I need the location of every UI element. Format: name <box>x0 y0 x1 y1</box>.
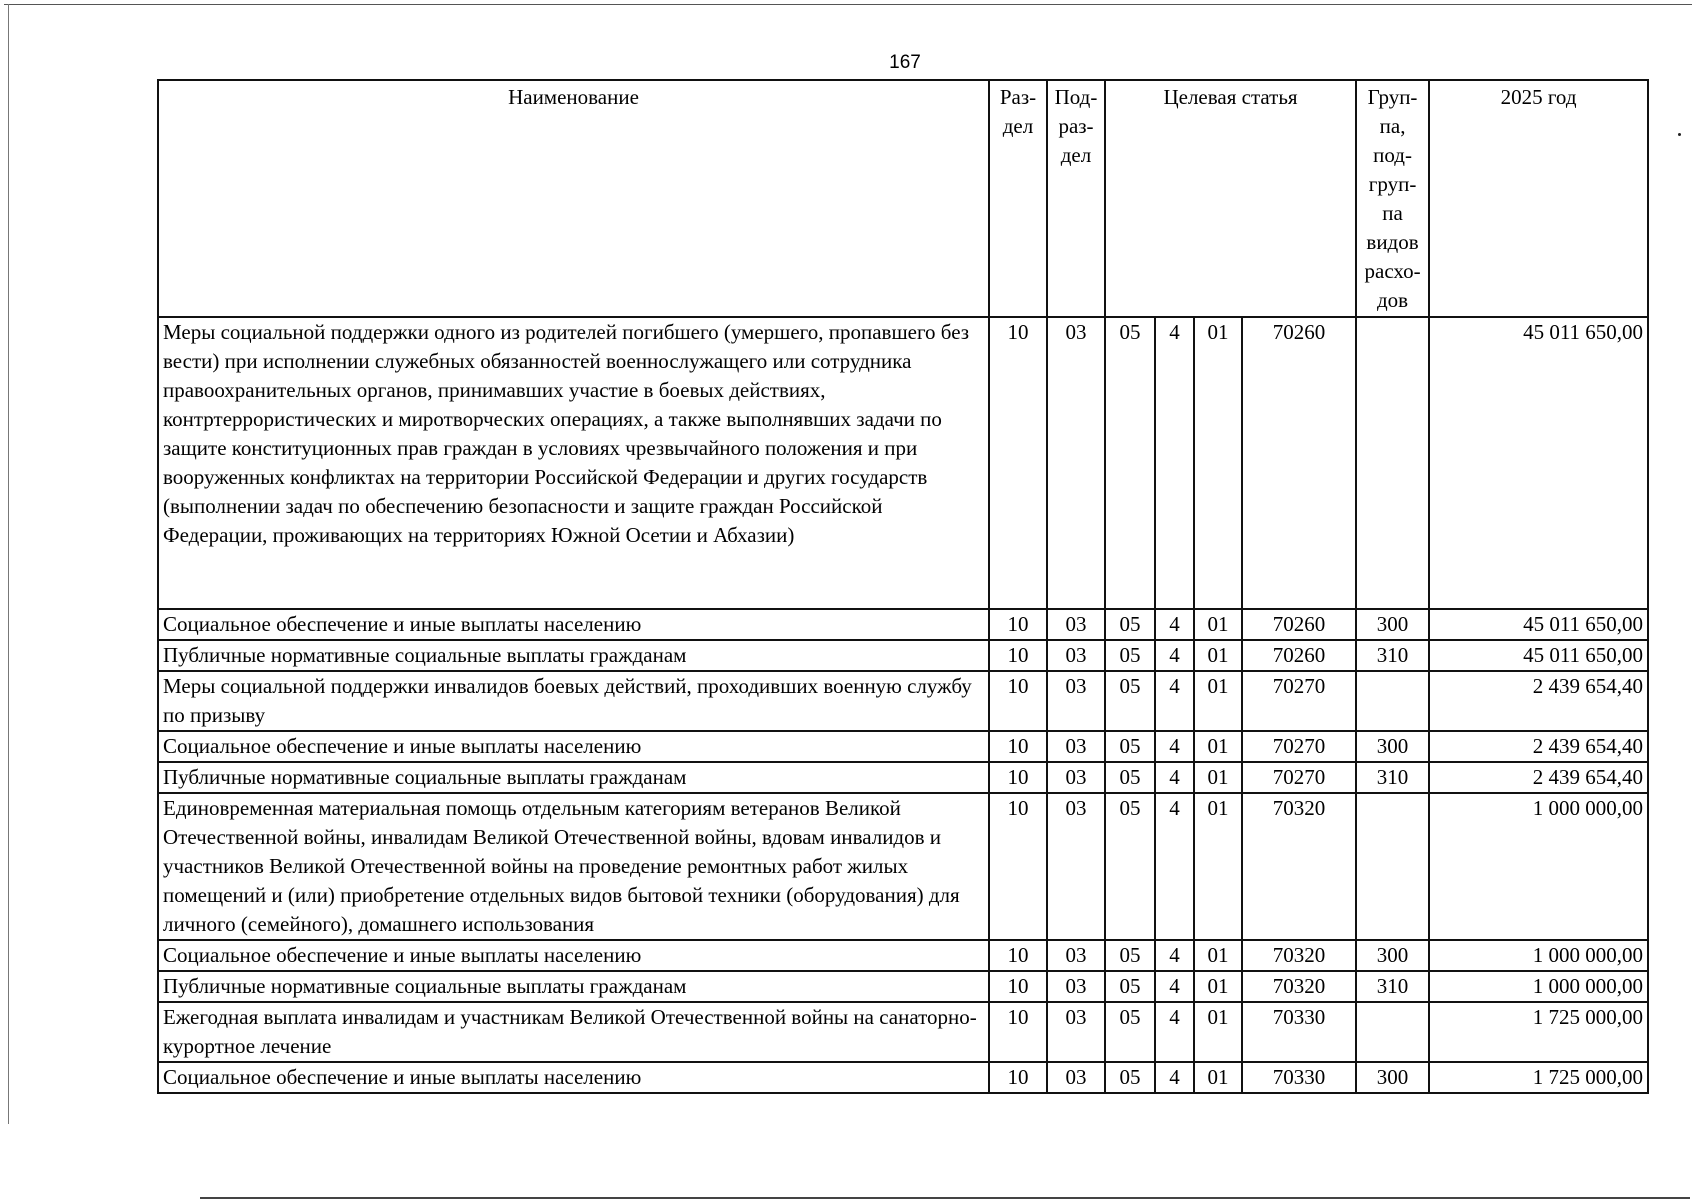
budget-table <box>157 79 1649 1094</box>
row-razdel: 10 <box>989 640 1047 671</box>
row-name: Социальное обеспечение и иные выплаты населению <box>158 731 989 762</box>
scan-border-top <box>4 4 1692 5</box>
row-podrazdel: 03 <box>1047 1062 1105 1093</box>
row-razdel: 10 <box>989 1002 1047 1062</box>
row-podrazdel: 03 <box>1047 1002 1105 1062</box>
row-target-program: 05 <box>1105 317 1155 609</box>
row-podrazdel: 03 <box>1047 731 1105 762</box>
scan-border-left <box>8 4 9 1124</box>
column-header-podrazdel: Под- раз- дел <box>1047 80 1105 317</box>
scan-border-bottom <box>200 1197 1690 1199</box>
row-target-direction: 70330 <box>1242 1062 1356 1093</box>
row-name: Меры социальной поддержки инвалидов боевых действий, проходивших военную службу по призыву <box>158 671 989 731</box>
row-name: Публичные нормативные социальные выплаты гражданам <box>158 640 989 671</box>
row-podrazdel: 03 <box>1047 971 1105 1002</box>
row-target-subprogram: 01 <box>1194 1062 1242 1093</box>
row-target-direction: 70320 <box>1242 940 1356 971</box>
row-group: 310 <box>1356 971 1429 1002</box>
row-amount: 1 000 000,00 <box>1429 940 1648 971</box>
row-target-type: 4 <box>1155 940 1194 971</box>
row-target-type: 4 <box>1155 793 1194 940</box>
row-target-direction: 70270 <box>1242 762 1356 793</box>
row-target-program: 05 <box>1105 793 1155 940</box>
row-amount: 2 439 654,40 <box>1429 731 1648 762</box>
row-target-program: 05 <box>1105 971 1155 1002</box>
row-amount: 45 011 650,00 <box>1429 317 1648 609</box>
row-name: Публичные нормативные социальные выплаты гражданам <box>158 762 989 793</box>
row-target-type: 4 <box>1155 971 1194 1002</box>
table-row <box>158 1062 1648 1093</box>
row-target-type: 4 <box>1155 671 1194 731</box>
table-row <box>158 609 1648 640</box>
row-target-program: 05 <box>1105 1062 1155 1093</box>
page-number: 167 <box>889 52 921 73</box>
row-razdel: 10 <box>989 793 1047 940</box>
row-razdel: 10 <box>989 671 1047 731</box>
table-row <box>158 317 1648 609</box>
row-target-subprogram: 01 <box>1194 671 1242 731</box>
row-razdel: 10 <box>989 609 1047 640</box>
row-target-program: 05 <box>1105 1002 1155 1062</box>
row-amount: 2 439 654,40 <box>1429 762 1648 793</box>
row-target-subprogram: 01 <box>1194 317 1242 609</box>
row-name: Социальное обеспечение и иные выплаты населению <box>158 609 989 640</box>
row-razdel: 10 <box>989 762 1047 793</box>
row-group <box>1356 671 1429 731</box>
row-name: Публичные нормативные социальные выплаты гражданам <box>158 971 989 1002</box>
table-header-row <box>158 80 1648 317</box>
row-name: Социальное обеспечение и иные выплаты населению <box>158 1062 989 1093</box>
row-group <box>1356 1002 1429 1062</box>
row-razdel: 10 <box>989 731 1047 762</box>
row-target-direction: 70260 <box>1242 640 1356 671</box>
table-row <box>158 793 1648 940</box>
row-podrazdel: 03 <box>1047 762 1105 793</box>
column-header-target: Целевая статья <box>1105 80 1356 317</box>
row-podrazdel: 03 <box>1047 609 1105 640</box>
table-row <box>158 731 1648 762</box>
row-podrazdel: 03 <box>1047 640 1105 671</box>
row-target-subprogram: 01 <box>1194 640 1242 671</box>
row-group: 300 <box>1356 940 1429 971</box>
row-name: Единовременная материальная помощь отдельным категориям ветеранов Великой Отечественной войны, инвалидам Великой Отечественной войны, вдовам инвалидов и участников Великой Отечественной войны на проведение ремонтных работ жилых помещений и (или) приобретение отдельных видов бытовой техники (оборудования) для личного (семейного), домашнего использования <box>158 793 989 940</box>
row-target-direction: 70330 <box>1242 1002 1356 1062</box>
row-target-direction: 70320 <box>1242 793 1356 940</box>
table-row <box>158 640 1648 671</box>
row-target-direction: 70260 <box>1242 317 1356 609</box>
row-target-program: 05 <box>1105 762 1155 793</box>
row-target-type: 4 <box>1155 609 1194 640</box>
row-amount: 45 011 650,00 <box>1429 640 1648 671</box>
table-row <box>158 940 1648 971</box>
row-amount: 1 725 000,00 <box>1429 1062 1648 1093</box>
row-group: 300 <box>1356 609 1429 640</box>
row-target-type: 4 <box>1155 1062 1194 1093</box>
row-target-type: 4 <box>1155 1002 1194 1062</box>
row-razdel: 10 <box>989 1062 1047 1093</box>
row-amount: 45 011 650,00 <box>1429 609 1648 640</box>
table-row <box>158 971 1648 1002</box>
table-row <box>158 762 1648 793</box>
row-target-subprogram: 01 <box>1194 1002 1242 1062</box>
row-target-subprogram: 01 <box>1194 609 1242 640</box>
row-podrazdel: 03 <box>1047 671 1105 731</box>
row-group: 310 <box>1356 640 1429 671</box>
column-header-name: Наименование <box>158 80 989 317</box>
row-target-direction: 70270 <box>1242 671 1356 731</box>
row-group: 300 <box>1356 1062 1429 1093</box>
row-target-type: 4 <box>1155 640 1194 671</box>
row-group: 310 <box>1356 762 1429 793</box>
row-target-direction: 70260 <box>1242 609 1356 640</box>
row-target-program: 05 <box>1105 940 1155 971</box>
row-target-direction: 70270 <box>1242 731 1356 762</box>
row-target-type: 4 <box>1155 317 1194 609</box>
row-target-subprogram: 01 <box>1194 971 1242 1002</box>
row-amount: 1 000 000,00 <box>1429 793 1648 940</box>
column-header-razdel: Раз- дел <box>989 80 1047 317</box>
table-row <box>158 671 1648 731</box>
row-amount: 1 000 000,00 <box>1429 971 1648 1002</box>
row-podrazdel: 03 <box>1047 317 1105 609</box>
row-group <box>1356 317 1429 609</box>
row-amount: 2 439 654,40 <box>1429 671 1648 731</box>
row-name: Социальное обеспечение и иные выплаты населению <box>158 940 989 971</box>
row-target-program: 05 <box>1105 609 1155 640</box>
row-target-program: 05 <box>1105 731 1155 762</box>
column-header-group: Груп- па, под- груп- па видов расхо- дов <box>1356 80 1429 317</box>
row-target-program: 05 <box>1105 640 1155 671</box>
row-target-subprogram: 01 <box>1194 731 1242 762</box>
row-group <box>1356 793 1429 940</box>
row-group: 300 <box>1356 731 1429 762</box>
row-target-type: 4 <box>1155 731 1194 762</box>
table-row <box>158 1002 1648 1062</box>
row-amount: 1 725 000,00 <box>1429 1002 1648 1062</box>
row-target-type: 4 <box>1155 762 1194 793</box>
row-target-subprogram: 01 <box>1194 940 1242 971</box>
row-podrazdel: 03 <box>1047 793 1105 940</box>
row-name: Меры социальной поддержки одного из родителей погибшего (умершего, пропавшего без вести) при исполнении служебных обязанностей военнослужащего или сотрудника правоохранительных органов, принимавших участие в боевых действиях, контртеррористических и миротворческих операциях, а также выполнявших задачи по защите конституционных прав граждан в условиях чрезвычайного положения и при вооруженных конфликтах на территории Российской Федерации и других государств (выполнении задач по обеспечению безопасности и защите граждан Российской Федерации, проживающих на территориях Южной Осетии и Абхазии) <box>158 317 989 609</box>
row-target-direction: 70320 <box>1242 971 1356 1002</box>
row-podrazdel: 03 <box>1047 940 1105 971</box>
row-razdel: 10 <box>989 317 1047 609</box>
column-header-year: 2025 год <box>1429 80 1648 317</box>
row-target-subprogram: 01 <box>1194 762 1242 793</box>
row-razdel: 10 <box>989 971 1047 1002</box>
row-target-subprogram: 01 <box>1194 793 1242 940</box>
row-razdel: 10 <box>989 940 1047 971</box>
row-target-program: 05 <box>1105 671 1155 731</box>
scan-speck <box>1678 133 1681 136</box>
row-name: Ежегодная выплата инвалидам и участникам Великой Отечественной войны на санаторно-курортное лечение <box>158 1002 989 1062</box>
